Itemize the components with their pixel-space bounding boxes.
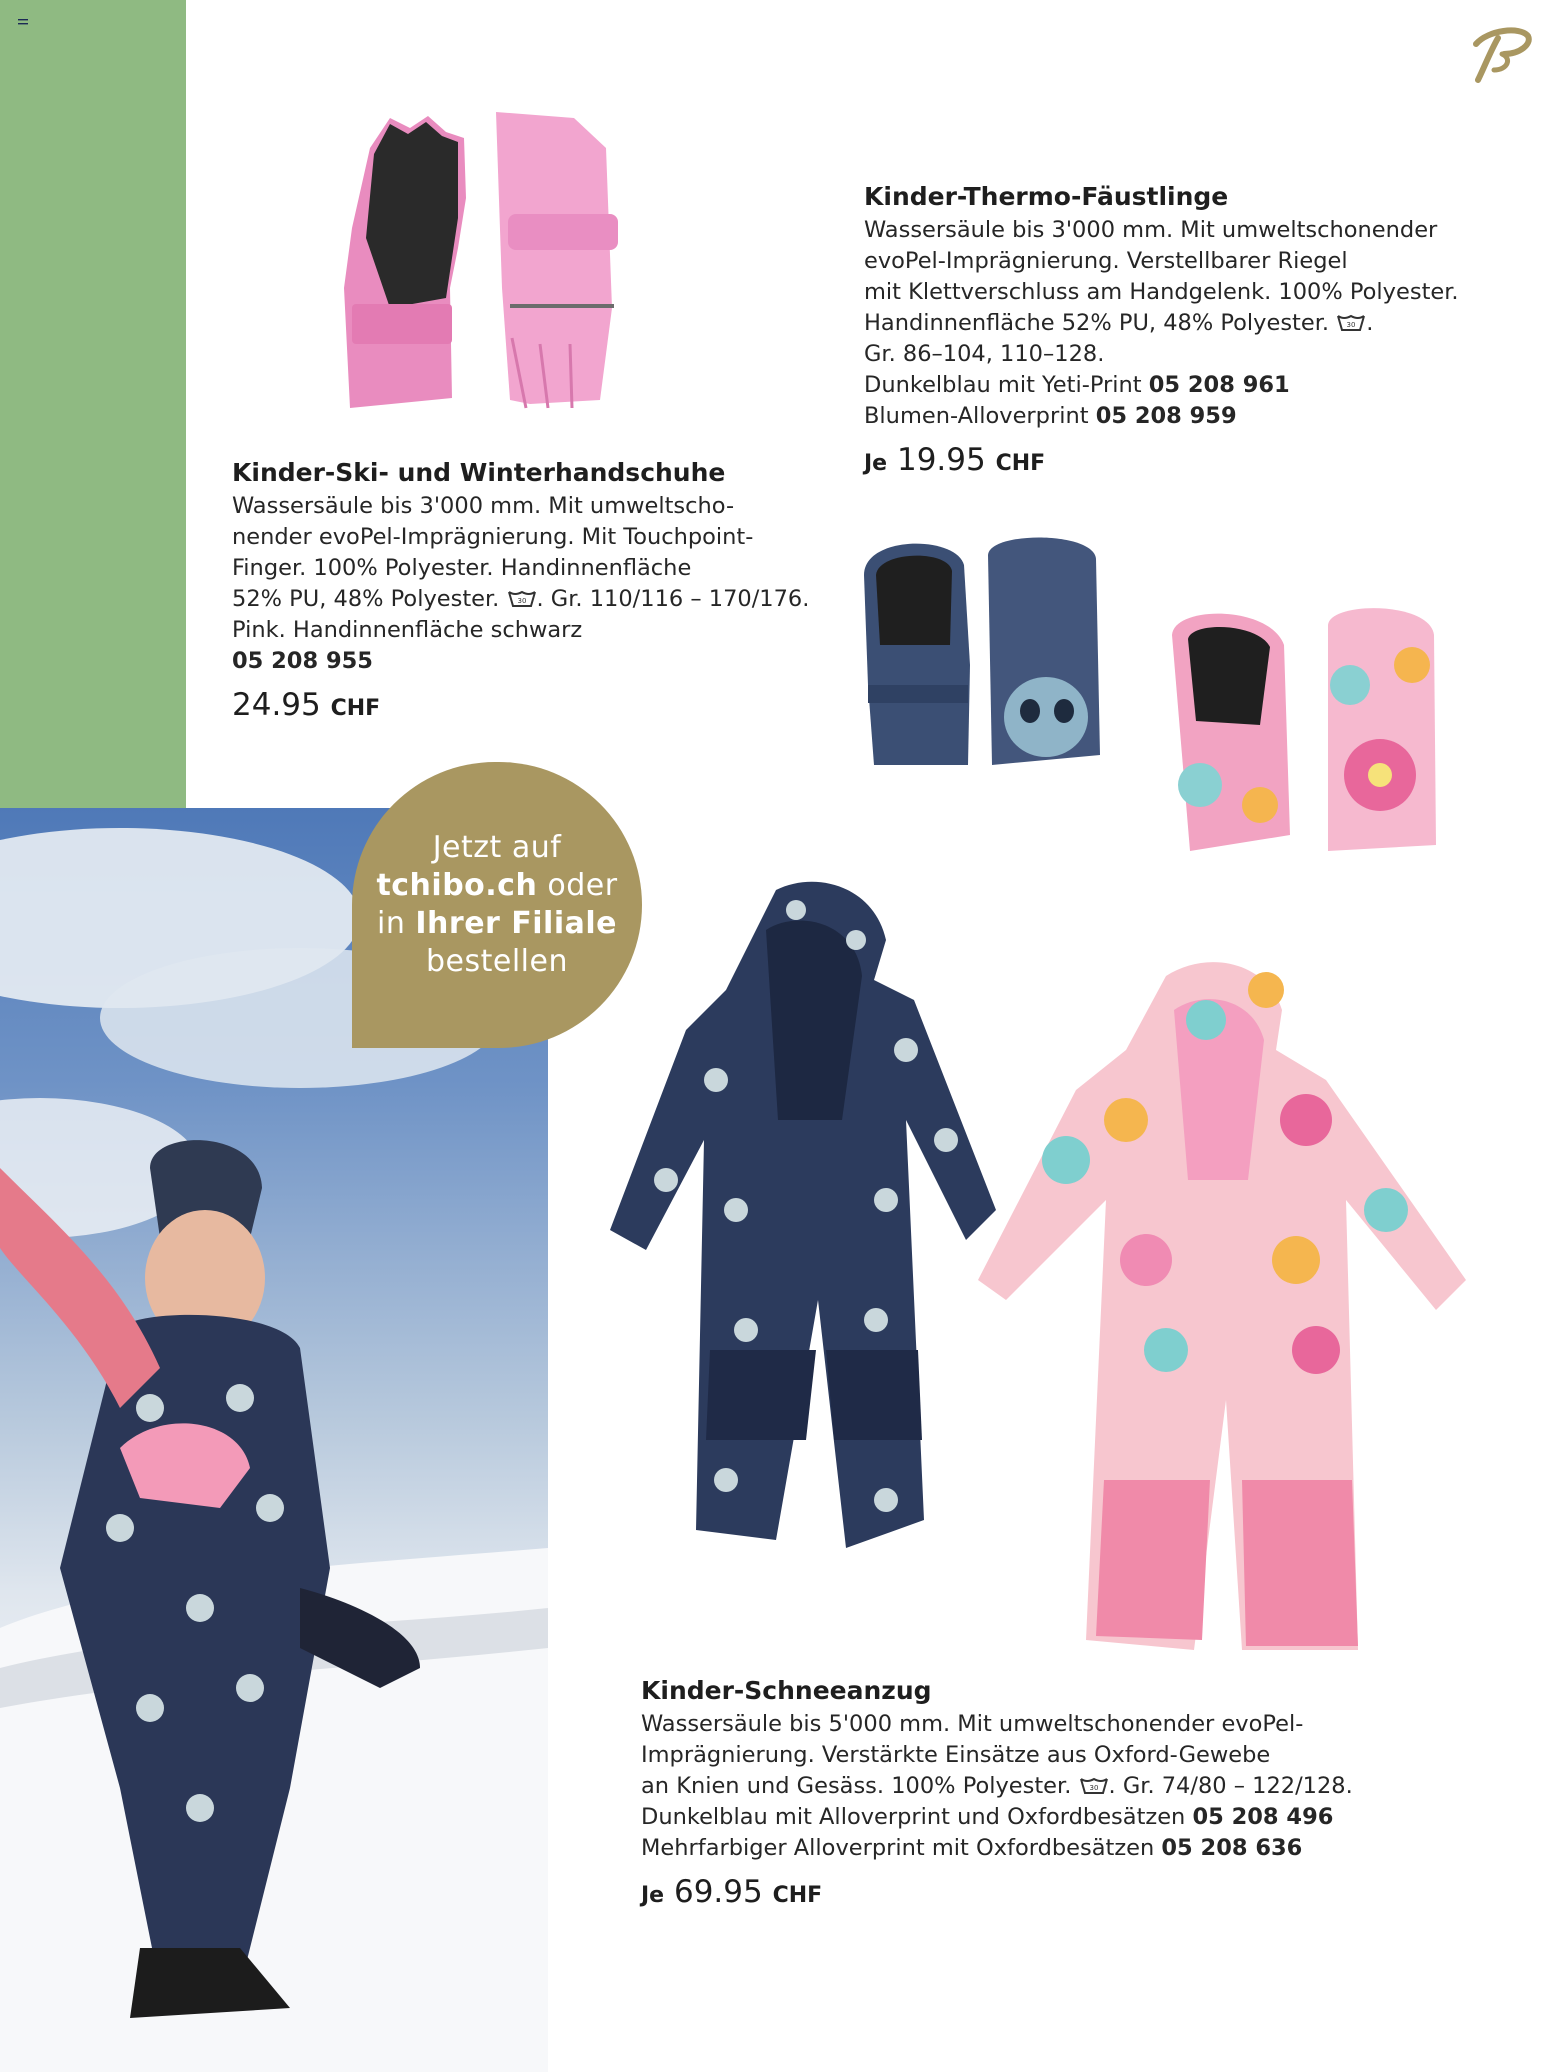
size-line: Gr. 86–104, 110–128. bbox=[864, 341, 1105, 367]
price-currency: CHF bbox=[330, 696, 381, 721]
snowsuits-image bbox=[606, 880, 1476, 1650]
price bbox=[641, 1874, 1353, 1910]
description-line: Wassersäule bis 3'000 mm. Mit umweltschonender bbox=[864, 217, 1438, 243]
price-prefix: Je bbox=[641, 1883, 665, 1908]
variant-line bbox=[641, 1802, 1353, 1833]
badge-line-4: bestellen bbox=[426, 944, 568, 979]
description-line bbox=[232, 584, 809, 615]
product-title: Kinder-Thermo-Fäustlinge bbox=[864, 182, 1229, 211]
description-line: Finger. 100% Polyester. Handinnenfläche bbox=[232, 555, 692, 581]
green-side-panel bbox=[0, 0, 186, 808]
price-value: 69.95 bbox=[673, 1874, 763, 1910]
pink-ski-gloves-image bbox=[330, 108, 630, 413]
description-line bbox=[864, 308, 1459, 339]
wash-30-icon bbox=[507, 588, 537, 608]
description-line: mit Klettverschluss am Handgelenk. 100% Polyester. bbox=[864, 279, 1459, 305]
description-line: Pink. Handinnenfläche schwarz bbox=[232, 617, 583, 643]
variant-line bbox=[864, 401, 1459, 432]
description-line: Imprägnierung. Verstärkte Einsätze aus Oxford-Gewebe bbox=[641, 1742, 1271, 1768]
price bbox=[232, 687, 809, 723]
price bbox=[864, 442, 1459, 478]
badge-line-2 bbox=[376, 867, 617, 905]
product-title: Kinder-Schneeanzug bbox=[641, 1676, 932, 1705]
menu-icon bbox=[18, 18, 28, 26]
badge-line-3-pre: in bbox=[376, 906, 416, 941]
description-punct: . bbox=[1366, 310, 1374, 336]
variant-line bbox=[864, 370, 1459, 401]
description-text: Handinnenfläche 52% PU, 48% Polyester. bbox=[864, 310, 1330, 336]
svg-text:30: 30 bbox=[1346, 321, 1356, 329]
price-value: 19.95 bbox=[896, 442, 986, 478]
product-thermo-mittens bbox=[864, 182, 1459, 478]
size-text: . Gr. 74/80 – 122/128. bbox=[1108, 1773, 1353, 1799]
description-text: an Knien und Gesäss. 100% Polyester. bbox=[641, 1773, 1072, 1799]
svg-text:30: 30 bbox=[517, 597, 526, 605]
product-snowsuit bbox=[641, 1676, 1353, 1910]
product-ski-gloves bbox=[232, 458, 809, 723]
variant-label: Dunkelblau mit Yeti-Print bbox=[864, 372, 1142, 398]
product-title: Kinder-Ski- und Winterhandschuhe bbox=[232, 458, 726, 487]
variant-line bbox=[641, 1833, 1353, 1864]
article-number: 05 208 955 bbox=[232, 648, 373, 674]
variant-label: Mehrfarbiger Alloverprint mit Oxfordbesätzen bbox=[641, 1835, 1155, 1861]
wash-30-icon bbox=[1079, 1775, 1109, 1795]
description-line bbox=[641, 1771, 1353, 1802]
price-value: 24.95 bbox=[232, 687, 321, 723]
description-line: Wassersäule bis 3'000 mm. Mit umweltscho- bbox=[232, 493, 735, 519]
article-number: 05 208 636 bbox=[1161, 1835, 1303, 1861]
description-text: 52% PU, 48% Polyester. bbox=[232, 586, 500, 612]
badge-store: Ihrer Filiale bbox=[415, 906, 617, 941]
price-prefix: Je bbox=[864, 451, 888, 476]
wash-30-icon bbox=[1336, 312, 1366, 332]
variant-label: Dunkelblau mit Alloverprint und Oxfordbesätzen bbox=[641, 1804, 1186, 1830]
thermo-mittens-image bbox=[860, 535, 1440, 860]
article-number: 05 208 961 bbox=[1148, 372, 1290, 398]
price-currency: CHF bbox=[772, 1883, 823, 1908]
article-number: 05 208 959 bbox=[1095, 403, 1237, 429]
badge-line-1: Jetzt auf bbox=[432, 830, 562, 865]
description-line: nender evoPel-Imprägnierung. Mit Touchpoint- bbox=[232, 524, 754, 550]
order-online-badge[interactable] bbox=[352, 762, 642, 1048]
size-text: . Gr. 110/116 – 170/176. bbox=[536, 586, 810, 612]
price-currency: CHF bbox=[995, 451, 1046, 476]
badge-site[interactable]: tchibo.ch bbox=[376, 868, 538, 903]
description-line: evoPel-Imprägnierung. Verstellbarer Riegel bbox=[864, 248, 1348, 274]
tchibo-logo-icon bbox=[1468, 24, 1532, 84]
badge-line-2-rest: oder bbox=[537, 868, 618, 903]
variant-label: Blumen-Alloverprint bbox=[864, 403, 1089, 429]
article-number: 05 208 496 bbox=[1192, 1804, 1334, 1830]
badge-line-3 bbox=[377, 905, 617, 943]
svg-text:30: 30 bbox=[1089, 1784, 1098, 1792]
description-line: Wassersäule bis 5'000 mm. Mit umweltschonender evoPel- bbox=[641, 1711, 1304, 1737]
